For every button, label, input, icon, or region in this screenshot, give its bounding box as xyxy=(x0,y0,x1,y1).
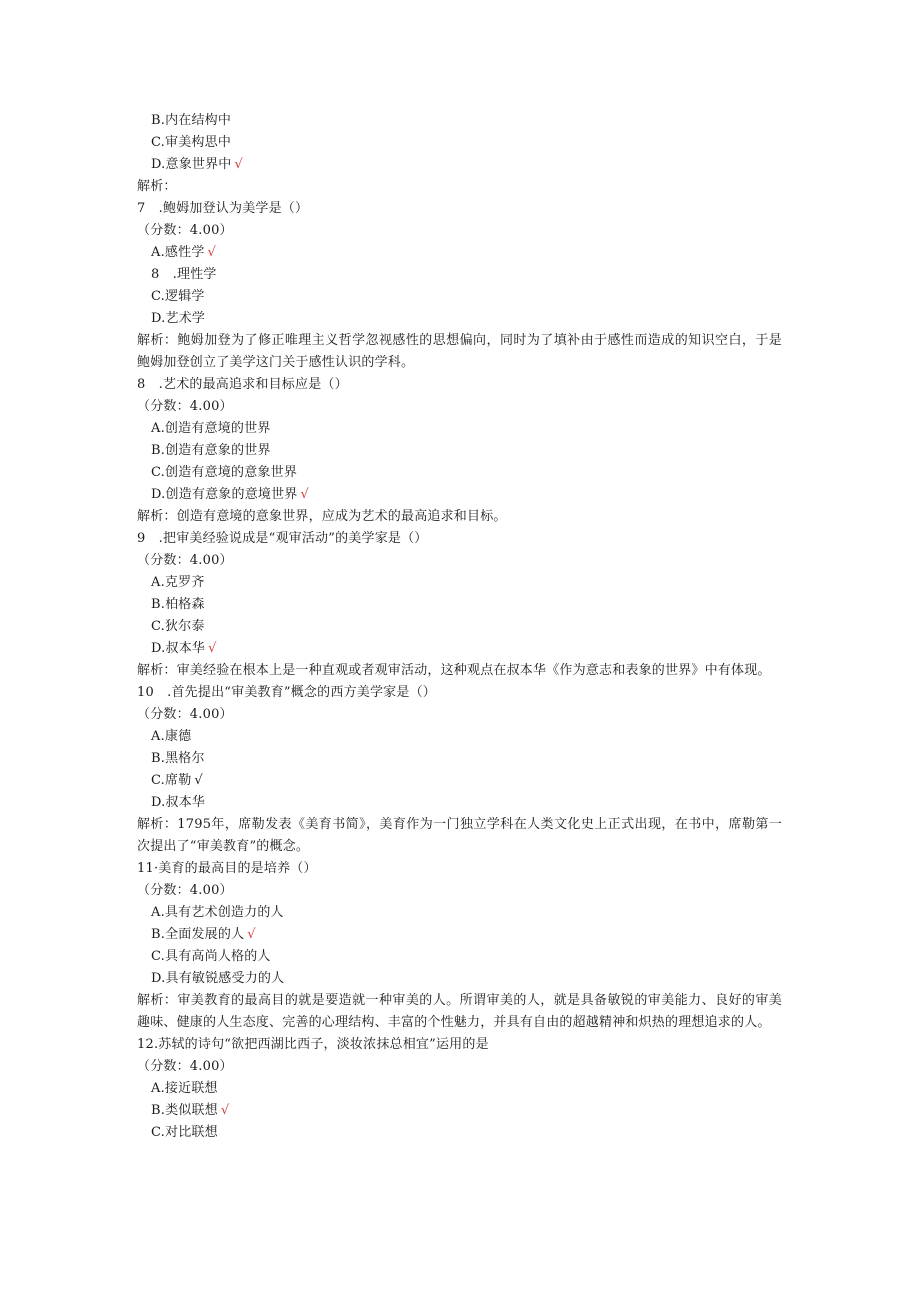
option-q10-d xyxy=(137,792,782,814)
option-q6-b xyxy=(137,110,782,132)
question-12-title: 12.苏轼的诗句“欲把西湖比西子，淡妆浓抹总相宜”运用的是 xyxy=(137,1037,489,1052)
option-q9-b xyxy=(137,594,782,616)
option-q11-b xyxy=(137,924,782,946)
correct-check-mark: √ xyxy=(194,773,203,788)
option-q8-b xyxy=(137,440,782,462)
correct-check-mark: √ xyxy=(207,245,217,260)
option-text: D.具有敏锐感受力的人 xyxy=(151,971,285,986)
option-q7-a xyxy=(137,242,782,264)
option-q9-c xyxy=(137,616,782,638)
option-q11-c xyxy=(137,946,782,968)
option-text: 8 .理性学 xyxy=(151,267,217,282)
option-text: A.感性学 xyxy=(151,245,205,260)
option-q8-a xyxy=(137,418,782,440)
option-q8-d xyxy=(137,484,782,506)
correct-check-mark: √ xyxy=(300,487,309,502)
question-7-score: （分数：4.00） xyxy=(137,223,233,238)
question-7-title: 7 .鲍姆加登认为美学是（） xyxy=(137,201,309,216)
option-text: D.创造有意象的意境世界 xyxy=(151,487,298,502)
option-text: C.席勒 xyxy=(151,773,192,788)
option-q6-c xyxy=(137,132,782,154)
question-8-title: 8 .艺术的最高追求和目标应是（） xyxy=(137,377,348,392)
option-text: A.创造有意境的世界 xyxy=(151,421,271,436)
correct-check-mark: √ xyxy=(220,1103,230,1118)
question-10-score: （分数：4.00） xyxy=(137,707,233,722)
analysis-q6 xyxy=(137,176,782,198)
correct-check-mark: √ xyxy=(234,157,243,172)
option-text: B.内在结构中 xyxy=(151,113,232,128)
option-q8-c xyxy=(137,462,782,484)
option-text: C.创造有意境的意象世界 xyxy=(151,465,298,480)
option-q7-c xyxy=(137,286,782,308)
option-q7-d xyxy=(137,308,782,330)
analysis-q8: 解析：创造有意境的意象世界，应成为艺术的最高追求和目标。 xyxy=(137,509,507,524)
analysis-text: 解析： xyxy=(137,179,177,194)
option-text: C.具有高尚人格的人 xyxy=(151,949,271,964)
option-text: C.逻辑学 xyxy=(151,289,205,304)
document-content xyxy=(137,110,782,1144)
option-q12-c xyxy=(137,1122,782,1144)
option-text: C.狄尔泰 xyxy=(151,619,205,634)
analysis-q7: 解析：鲍姆加登为了修正唯理主义哲学忽视感性的思想偏向，同时为了填补由于感性而造成的知识空白，于是鲍姆加登创立了美学这门关于感性认识的学科。 xyxy=(137,333,782,370)
option-q10-a xyxy=(137,726,782,748)
option-q9-d xyxy=(137,638,782,660)
option-text: D.意象世界中 xyxy=(151,157,232,172)
correct-check-mark: √ xyxy=(208,641,217,656)
question-11-title: 11·美育的最高目的是培养（） xyxy=(137,861,317,876)
option-text: A.接近联想 xyxy=(151,1081,218,1096)
analysis-q9: 解析：审美经验在根本上是一种直观或者观审活动，这种观点在叔本华《作为意志和表象的世界》中有体现。 xyxy=(137,663,771,678)
option-text: B.创造有意象的世界 xyxy=(151,443,271,458)
question-9-score: （分数：4.00） xyxy=(137,553,233,568)
option-text: D.叔本华 xyxy=(151,641,206,656)
option-q12-a xyxy=(137,1078,782,1100)
question-12-score: （分数：4.00） xyxy=(137,1059,233,1074)
option-text: C.对比联想 xyxy=(151,1125,218,1140)
option-q12-b xyxy=(137,1100,782,1122)
option-text: B.黑格尔 xyxy=(151,751,205,766)
option-q11-d xyxy=(137,968,782,990)
option-text: D.叔本华 xyxy=(151,795,206,810)
question-9-title: 9 .把审美经验说成是“观审活动”的美学家是（） xyxy=(137,531,428,546)
option-text: D.艺术学 xyxy=(151,311,206,326)
question-8-score: （分数：4.00） xyxy=(137,399,233,414)
option-q6-d xyxy=(137,154,782,176)
option-text: B.类似联想 xyxy=(151,1103,218,1118)
option-text: A.克罗齐 xyxy=(151,575,205,590)
option-q10-b xyxy=(137,748,782,770)
analysis-q11: 解析：审美教育的最高目的就是要造就一种审美的人。所谓审美的人，就是具备敏锐的审美能力、良好的审美趣味、健康的人生态度、完善的心理结构、丰富的个性魅力，并具有自由的超越精神和炽热的理想追求的人。 xyxy=(137,993,782,1030)
analysis-q10: 解析：1795年，席勒发表《美育书简》，美育作为一门独立学科在人类文化史上正式出现，在书中，席勒第一次提出了“审美教育”的概念。 xyxy=(137,817,782,854)
question-11-score: （分数：4.00） xyxy=(137,883,233,898)
option-text: A.康德 xyxy=(151,729,192,744)
option-q11-a xyxy=(137,902,782,924)
option-text: B.柏格森 xyxy=(151,597,205,612)
option-q10-c xyxy=(137,770,782,792)
option-text: A.具有艺术创造力的人 xyxy=(151,905,284,920)
question-10-title: 10 .首先提出“审美教育”概念的西方美学家是（） xyxy=(137,685,436,700)
option-q9-a xyxy=(137,572,782,594)
option-text: C.审美构思中 xyxy=(151,135,232,150)
correct-check-mark: √ xyxy=(247,927,256,942)
option-text: B.全面发展的人 xyxy=(151,927,245,942)
option-q7-b xyxy=(137,264,782,286)
